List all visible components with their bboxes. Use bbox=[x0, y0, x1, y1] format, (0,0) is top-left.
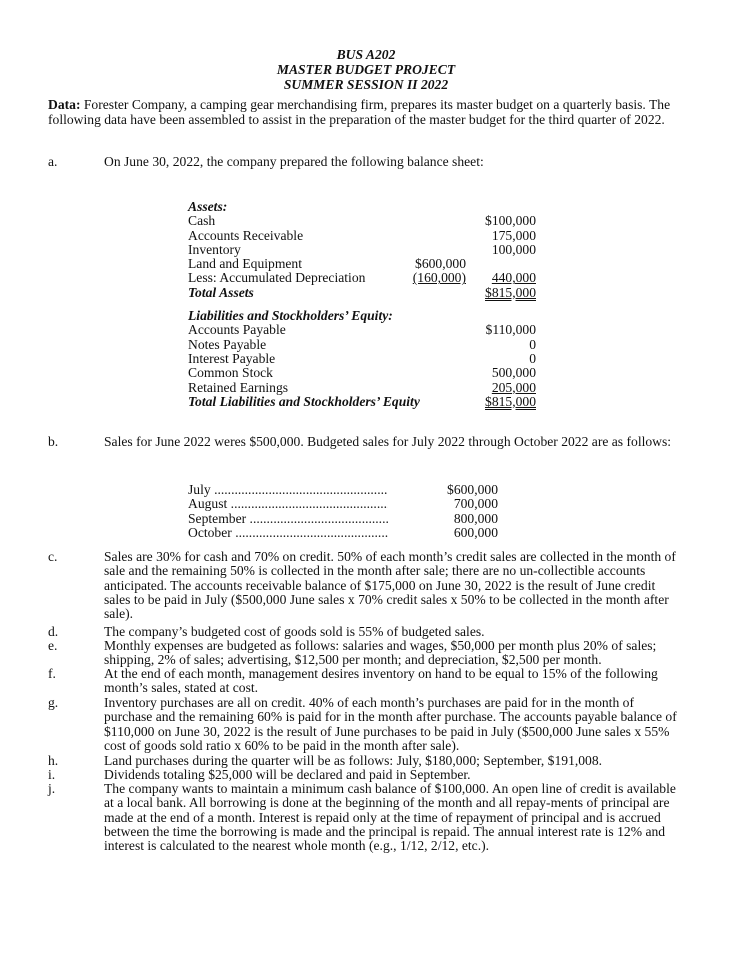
bs-row-re: Retained Earnings 205,000 bbox=[188, 379, 536, 395]
bs-row-ap: Accounts Payable $110,000 bbox=[188, 322, 536, 338]
course-code: BUS A202 bbox=[336, 47, 396, 62]
bs-row-cs: Common Stock 500,000 bbox=[188, 365, 536, 381]
liabilities-heading: Liabilities and Stockholders’ Equity: bbox=[188, 308, 393, 324]
assets-heading: Assets: bbox=[188, 199, 228, 214]
bs-row-ip: Interest Payable 0 bbox=[188, 350, 536, 366]
item-a-text: On June 30, 2022, the company prepared the following balance sheet: bbox=[104, 154, 484, 169]
project-title: MASTER BUDGET PROJECT bbox=[276, 62, 456, 77]
document-page: BUS A202 MASTER BUDGET PROJECT SUMMER SESSION II 2022 Data: Forester Company, a camping gear merchandising firm, prepares its master budget on a quarterly basis. The following data have been assembled to assist in the preparation of the master budget for the third quarter of 2022. a. On June 30, 2022, the company prepared the following balance sheet: Assets: Cash $100,000 Accounts Receivable 175,000 Inventory 100,000 Land and Equipment $600,000 Less: Accumulated Depreciation (160,000) 440,000 Total Assets $815,000 Liabilities and Stockholders’ Equity: Accounts Payable $110,000 Notes Payable 0 Interest Payable 0 Common Stock 500,000 Retained Earnings 205,000 Total Liabilities and Stockholders’ Equity $815,000 b. Sales for June 2022 weres $500,000. Budgeted sales for July 2022 through October 2022 are as follows: July ..... $600,000 August ..... 700,000 September ..... 800,000 October ..... 600,000 c. Sales are 30% for cash and 70% on credit. 50% of each month’s credit sales are collected in the month of sale and the remaining 50% is collected in the month after sale; there are no un-collectible accounts anticipated. The accounts receivable balance of $175,000 on June 30, 2022 is the result of June credit sales to be paid in July ($500,000 June sales x 70% credit sales x 50% to be collected in the month after sale). d. The company’s budgeted cost of goods sold is 55% of budgeted sales. e. Monthly expenses are budgeted as follows: salaries and wages, $50,000 per month plus 20% of sales; shipping, 2% of sales; advertising, $12,500 per month; and depreciation, $2,500 per month. f. At the end of each month, management desires inventory on hand to be equal to 15% of the following month’s sales, stated at cost. g. Inventory purchases are all on credit. 40% of each month’s purchases are paid for in the month of purchase and the remaining 60% is paid for in the month after purchase. The accounts payable balance of $110,000 on June 30, 2022 is the result of June purchases to be paid in July ($500,000 June sales x 55% cost of goods sold ratio x 60% to be paid in the month after sale). h. Land purchases during the quarter will be as follows: July, $180,000; September, $191,008. i. Dividends totaling $25,000 will be declared and paid in September. j. The company wants to maintain a minimum cash balance of $100,000. An open line of credit is available at a local bank. All borrowing is done at the beginning of the month and all repay-ments of principal are made at the end of a month. Interest is repaid only at the time of repayment of principal and is accrued between the time the borrowing is made and the principal is repaid. The annual interest rate is 12% and interest is calculated to the nearest whole month (e.g., 1/12, 2/12, etc.). bbox=[0, 0, 732, 955]
intro-label: Data: bbox=[48, 97, 81, 112]
session-title: SUMMER SESSION II 2022 bbox=[283, 77, 449, 92]
bs-row-total-assets: Total Assets $815,000 bbox=[188, 284, 536, 300]
bs-row-cash: Cash $100,000 bbox=[188, 213, 536, 229]
intro-paragraph bbox=[48, 98, 688, 127]
bs-row-inventory: Inventory 100,000 bbox=[188, 241, 536, 257]
sales-row: October ..... 600,000 bbox=[188, 526, 508, 540]
sales-row: August ..... 700,000 bbox=[188, 497, 508, 511]
balance-sheet bbox=[188, 200, 548, 409]
sales-row: September ..... 800,000 bbox=[188, 512, 508, 526]
bs-row-land: Land and Equipment $600,000 bbox=[188, 256, 466, 272]
bs-row-accum-dep: Less: Accumulated Depreciation (160,000) 440,000 bbox=[188, 270, 536, 286]
item-b-label: b. bbox=[48, 434, 59, 449]
bs-row-np: Notes Payable 0 bbox=[188, 336, 536, 352]
sales-row: July ..... $600,000 bbox=[188, 483, 508, 497]
item-b-text: Sales for June 2022 weres $500,000. Budgeted sales for July 2022 through October 2022 are as follows: bbox=[104, 434, 672, 449]
bs-row-ar: Accounts Receivable 175,000 bbox=[188, 227, 536, 243]
item-a-label: a. bbox=[48, 154, 58, 169]
sales-schedule bbox=[188, 483, 508, 540]
bs-row-total-le: Total Liabilities and Stockholders’ Equity $815,000 bbox=[188, 393, 536, 409]
document-header bbox=[0, 47, 732, 92]
intro-text: Forester Company, a camping gear merchandising firm, prepares its master budget on a quarterly basis. The following data have been assembled to assist in the preparation of the master budget for the third quarter of 2022. bbox=[48, 97, 671, 127]
